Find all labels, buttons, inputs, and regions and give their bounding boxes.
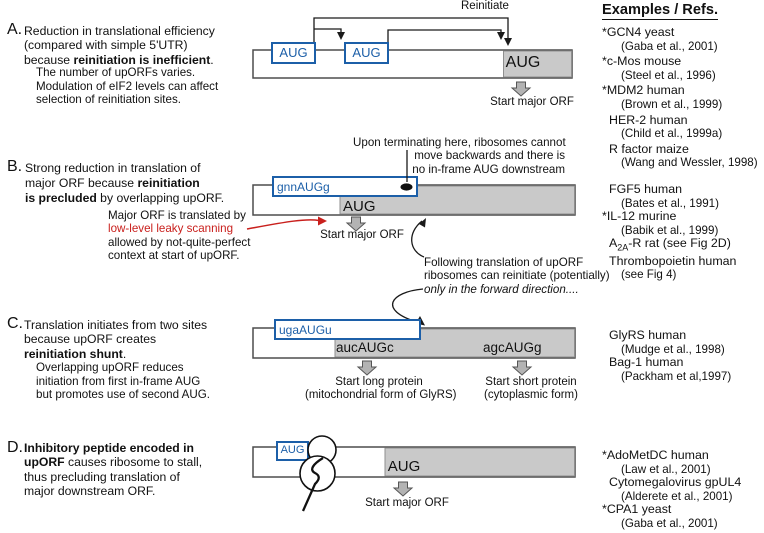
example-ref: (Bates et al., 1991) [621,196,719,210]
long-form-aug-label: aucAUGc [336,340,394,355]
panel-b-leaky-note: Major ORF is translated by low-level leaky scanning allowed by not-quite-perfect context at start of upORF. [108,209,251,263]
example-ref: (Wang and Wessler, 1998) [621,156,758,170]
start-block-arrow-icon-c2 [513,361,531,375]
example-name: R factor maize [609,141,689,156]
examples-group-c [602,329,731,383]
example-ref: (Gaba et al., 2001) [621,516,718,530]
example-name: HER-2 human [609,112,688,127]
leaky-scanning-arrow-icon [247,217,327,230]
panel-c-description: Translation initiates from two sites because upORF creates reinitiation shunt. [24,318,208,361]
example-name: *GCN4 yeast [602,25,675,39]
examples-refs-header: Examples / Refs. [602,2,718,18]
reinitiate-forward-arrow-icon [412,218,426,257]
panel-b-description: Strong reduction in translation of major ORF because reinitiation is precluded by overlapping upORF. [25,161,225,205]
uorf-aug-label-a1: AUG [279,45,308,60]
reinitiation-arrows-a [314,18,512,46]
major-aug-label-b: AUG [343,198,376,215]
reinitiate-label: Reinitiate [461,0,509,12]
example-ref: (Brown et al., 1999) [621,97,723,111]
forward-reinitiation-note: Following translation of upORF ribosomes can reinitiate (potentially) only in the forward direction.... [424,256,610,296]
examples-group-d [602,449,741,530]
example-ref: (Gaba et al., 2001) [621,39,718,53]
start-major-orf-label-b: Start major ORF [320,229,404,241]
example-name: Thrombopoietin human [609,253,737,268]
example-ref: (Babik et al., 1999) [621,223,719,237]
example-name: *CPA1 yeast [602,502,672,516]
examples-group-a [602,25,758,171]
panel-a-subnote: The number of upORFs varies. Modulation of eIF2 levels can affect selection of reinitiation sites. [36,66,219,107]
examples-group-b [602,183,736,282]
uorf-codon-label-c: ugaAUGu [279,322,332,337]
example-ref: (Steel et al., 1996) [621,68,716,82]
panel-c-subnote: Overlapping upORF reduces initiation from first in-frame AUG but promotes use of second AUG. [36,361,211,402]
example-ref: (Alderete et al., 2001) [621,489,733,503]
panel-b-letter: B. [7,158,23,175]
start-block-arrow-icon-c1 [358,361,376,375]
example-name: GlyRS human [609,328,687,342]
example-ref: (Mudge et al., 1998) [621,342,725,356]
example-name: Cytomegalovirus gpUL4 [609,475,742,489]
termination-note: Upon terminating here, ribosomes cannot move backwards and there is no in-frame AUG downstream [353,136,566,176]
uorf-aug-label-d: AUG [280,444,305,456]
uorf-codon-label-b: gnnAUGg [277,179,330,194]
uorf-aug-label-a2: AUG [352,45,381,60]
example-name: *AdoMetDC human [602,448,709,462]
example-ref: (see Fig 4) [621,268,677,282]
panel-a-letter: A. [7,21,23,38]
short-form-aug-label: agcAUGg [483,340,542,355]
panel-d-letter: D. [7,439,23,456]
example-ref: (Law et al., 2001) [621,462,711,476]
start-major-orf-label-d: Start major ORF [365,497,449,509]
start-short-protein-label: Start short protein (cytoplasmic form) [484,376,578,401]
major-aug-label-a: AUG [505,54,541,71]
panel-a-description: Reduction in translational efficiency (compared with simple 5'UTR) because reinitiation is inefficient. [24,24,215,67]
example-ref: (Packham et al,1997) [621,369,732,383]
panel-d-description: Inhibitory peptide encoded in upORF causes ribosome to stall, thus precluding translation of major downstream ORF. [24,441,203,498]
start-block-arrow-icon-d [394,482,412,496]
example-name: FGF5 human [609,182,682,196]
start-block-arrow-icon-a [512,82,530,96]
stop-codon-dot-icon [401,183,413,190]
example-name: *MDM2 human [602,83,685,98]
start-major-orf-label-a: Start major ORF [490,96,574,108]
panel-c-letter: C. [7,315,23,332]
example-name: *c-Mos mouse [602,54,682,69]
example-name: *IL-12 murine [602,209,677,223]
example-name: Bag-1 human [609,355,684,369]
major-aug-label-d: AUG [387,458,421,475]
example-ref: (Child et al., 1999a) [621,127,723,141]
start-long-protein-label: Start long protein (mitochondrial form of GlyRS) [305,376,457,401]
example-name: $A_{2A}-R$ rat (see Fig 2D) [609,236,731,253]
